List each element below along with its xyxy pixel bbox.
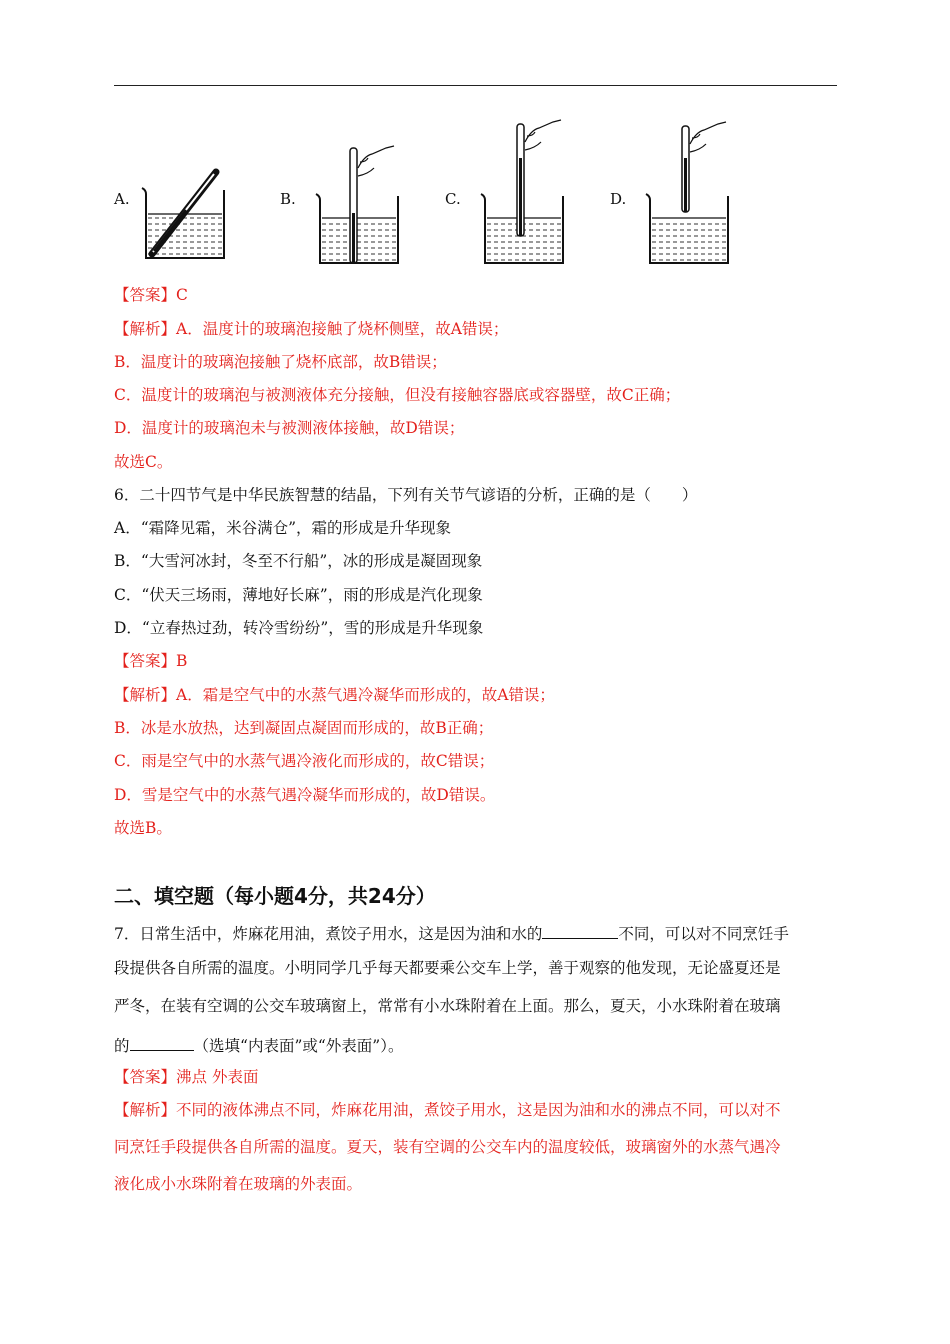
q6-option: A．“霜降见霜，米谷满仓”，霜的形成是升华现象 <box>114 519 452 537</box>
beaker-thermometer-touching-bottom-icon <box>302 118 412 270</box>
header-rule <box>114 85 837 86</box>
answer-tag: 【答案】 <box>114 652 177 670</box>
answer-tag: 【答案】 <box>114 1068 177 1086</box>
q7-stem-line: 的 （选填“内表面”或“外表面”）。 <box>114 1032 403 1057</box>
analysis-tag: 【解析】 <box>114 1101 177 1119</box>
q6-analysis-line: D．雪是空气中的水蒸气遇冷凝华而形成的，故D错误。 <box>114 786 496 804</box>
q7-stem-line: 7．日常生活中，炸麻花用油，煮饺子用水，这是因为油和水的 不同，可以对不同烹饪手 <box>114 920 789 945</box>
figure-option-label: D. <box>610 190 627 208</box>
figure-option-label: C. <box>445 190 461 208</box>
q5-analysis-line: B．温度计的玻璃泡接触了烧杯底部，故B错误； <box>114 353 447 371</box>
answer-value: C <box>176 286 188 304</box>
q6-option: B．“大雪河冰封，冬至不行船”，冰的形成是凝固现象 <box>114 552 483 570</box>
q6-answer <box>114 650 187 672</box>
figure-option-c <box>445 118 605 270</box>
figure-option-d <box>610 118 770 270</box>
q7-stem-line: 严冬，在装有空调的公交车玻璃窗上，常常有小水珠附着在上面。那么，夏天，小水珠附着在玻璃 <box>114 997 781 1015</box>
analysis-tag: 【解析】 <box>114 320 177 338</box>
thermometer-figure <box>114 118 837 270</box>
q7-answer <box>114 1066 258 1088</box>
q7-stem-line: 段提供各自所需的温度。小明同学几乎每天都要乘公交车上学，善于观察的他发现，无论盛夏还是 <box>114 959 781 977</box>
answer-value: 沸点 外表面 <box>176 1068 259 1086</box>
answer-tag: 【答案】 <box>114 286 177 304</box>
q5-analysis-line: 【解析】A．温度计的玻璃泡接触了烧杯侧壁，故A错误； <box>114 320 509 338</box>
section-heading: 二、填空题（每小题4分，共24分） <box>114 884 436 908</box>
q6-option: D．“立春热过劲，转冷雪纷纷”，雪的形成是升华现象 <box>114 619 484 637</box>
beaker-tilted-thermometer-icon <box>136 118 236 270</box>
q5-analysis-line: D．温度计的玻璃泡未与被测液体接触，故D错误； <box>114 419 465 437</box>
figure-option-label: B. <box>280 190 296 208</box>
figure-option-b <box>280 118 440 270</box>
q6-option: C．“伏天三场雨，薄地好长麻”，雨的形成是汽化现象 <box>114 586 483 604</box>
beaker-thermometer-above-liquid-icon <box>632 118 742 270</box>
q5-analysis-line: C．温度计的玻璃泡与被测液体充分接触，但没有接触容器底或容器壁，故C正确； <box>114 386 681 404</box>
q6-analysis-line: 【解析】A．霜是空气中的水蒸气遇冷凝华而形成的，故A错误； <box>114 686 555 704</box>
q7-analysis-line: 同烹饪手段提供各自所需的温度。夏天，装有空调的公交车内的温度较低，玻璃窗外的水蒸气遇冷 <box>114 1138 781 1156</box>
analysis-tag: 【解析】 <box>114 686 177 704</box>
answer-value: B <box>176 652 188 670</box>
q6-conclusion: 故选B。 <box>114 819 172 837</box>
q7-analysis-line: 【解析】不同的液体沸点不同，炸麻花用油，煮饺子用水，这是因为油和水的沸点不同，可以对不 <box>114 1101 781 1119</box>
q7-analysis-line: 液化成小水珠附着在玻璃的外表面。 <box>114 1175 363 1193</box>
answer-blank <box>130 1032 194 1051</box>
q5-answer <box>114 284 188 306</box>
answer-blank <box>542 920 618 939</box>
q6-analysis-line: B．冰是水放热，达到凝固点凝固而形成的，故B正确； <box>114 719 494 737</box>
q6-stem: 6．二十四节气是中华民族智慧的结晶，下列有关节气谚语的分析，正确的是（ ） <box>114 486 698 504</box>
figure-option-label: A. <box>114 190 130 208</box>
q6-analysis-line: C．雨是空气中的水蒸气遇冷液化而形成的，故C错误； <box>114 752 495 770</box>
figure-option-a <box>114 118 274 270</box>
beaker-thermometer-correct-icon <box>467 118 577 270</box>
q5-conclusion: 故选C。 <box>114 453 173 471</box>
